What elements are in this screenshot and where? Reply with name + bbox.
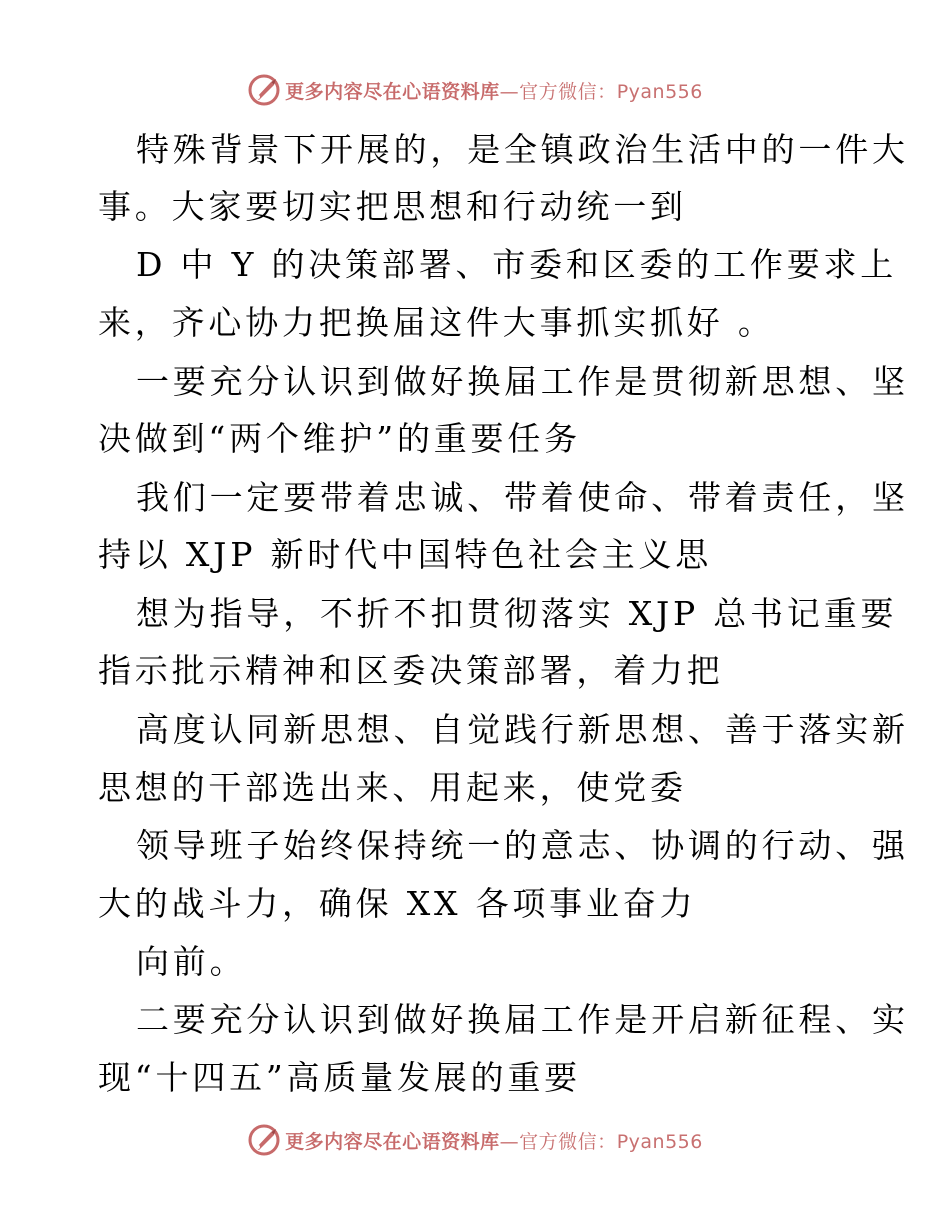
body-line: 高度认同新思想、自觉践行新思想、善于落实新 — [136, 710, 909, 749]
footer-dash: — — [499, 1130, 520, 1153]
header-text — [285, 77, 703, 104]
body-line: 领导班子始终保持统一的意志、协调的行动、强 — [136, 826, 909, 865]
body-line: 特殊背景下开展的，是全镇政治生活中的一件大 — [136, 130, 909, 169]
body-line: 思想的干部选出来、用起来，使党委 — [98, 768, 687, 807]
header-site-text: 更多内容尽在心语资料库 — [285, 80, 500, 103]
quill-seal-icon — [247, 73, 281, 107]
body-line: D 中 Y 的决策部署、市委和区委的工作要求上 — [136, 245, 898, 284]
body-line: 大的战斗力，确保 XX 各项事业奋力 — [98, 884, 697, 923]
body-line: 向前。 — [136, 942, 247, 981]
header-wechat-label: 官方微信： — [519, 80, 617, 103]
header-account: Pyan556 — [616, 80, 703, 103]
quill-seal-icon — [247, 1123, 281, 1157]
body-line: 一要充分认识到做好换届工作是贯彻新思想、坚 — [136, 362, 909, 401]
body-line: 持以 XJP 新时代中国特色社会主义思 — [98, 535, 713, 574]
body-line: 我们一定要带着忠诚、带着使命、带着责任，坚 — [136, 478, 909, 517]
footer-banner — [0, 1120, 950, 1160]
footer-account: Pyan556 — [616, 1130, 703, 1153]
header-banner — [0, 70, 950, 110]
header-dash: — — [499, 80, 520, 103]
body-line: 决做到“两个维护”的重要任务 — [98, 419, 581, 458]
body-line: 事。大家要切实把思想和行动统一到 — [98, 187, 687, 226]
body-line: 想为指导，不折不扣贯彻落实 XJP 总书记重要 — [136, 594, 898, 633]
body-line: 二要充分认识到做好换届工作是开启新征程、实 — [136, 1000, 909, 1039]
body-line: 指示批示精神和区委决策部署，着力把 — [98, 651, 724, 690]
footer-wechat-label: 官方微信： — [519, 1130, 617, 1153]
footer-text — [285, 1127, 703, 1154]
body-line: 来，齐心协力把换届这件大事抓实抓好 。 — [98, 303, 775, 342]
footer-site-text: 更多内容尽在心语资料库 — [285, 1130, 500, 1153]
body-line: 现“十四五”高质量发展的重要 — [98, 1058, 581, 1097]
